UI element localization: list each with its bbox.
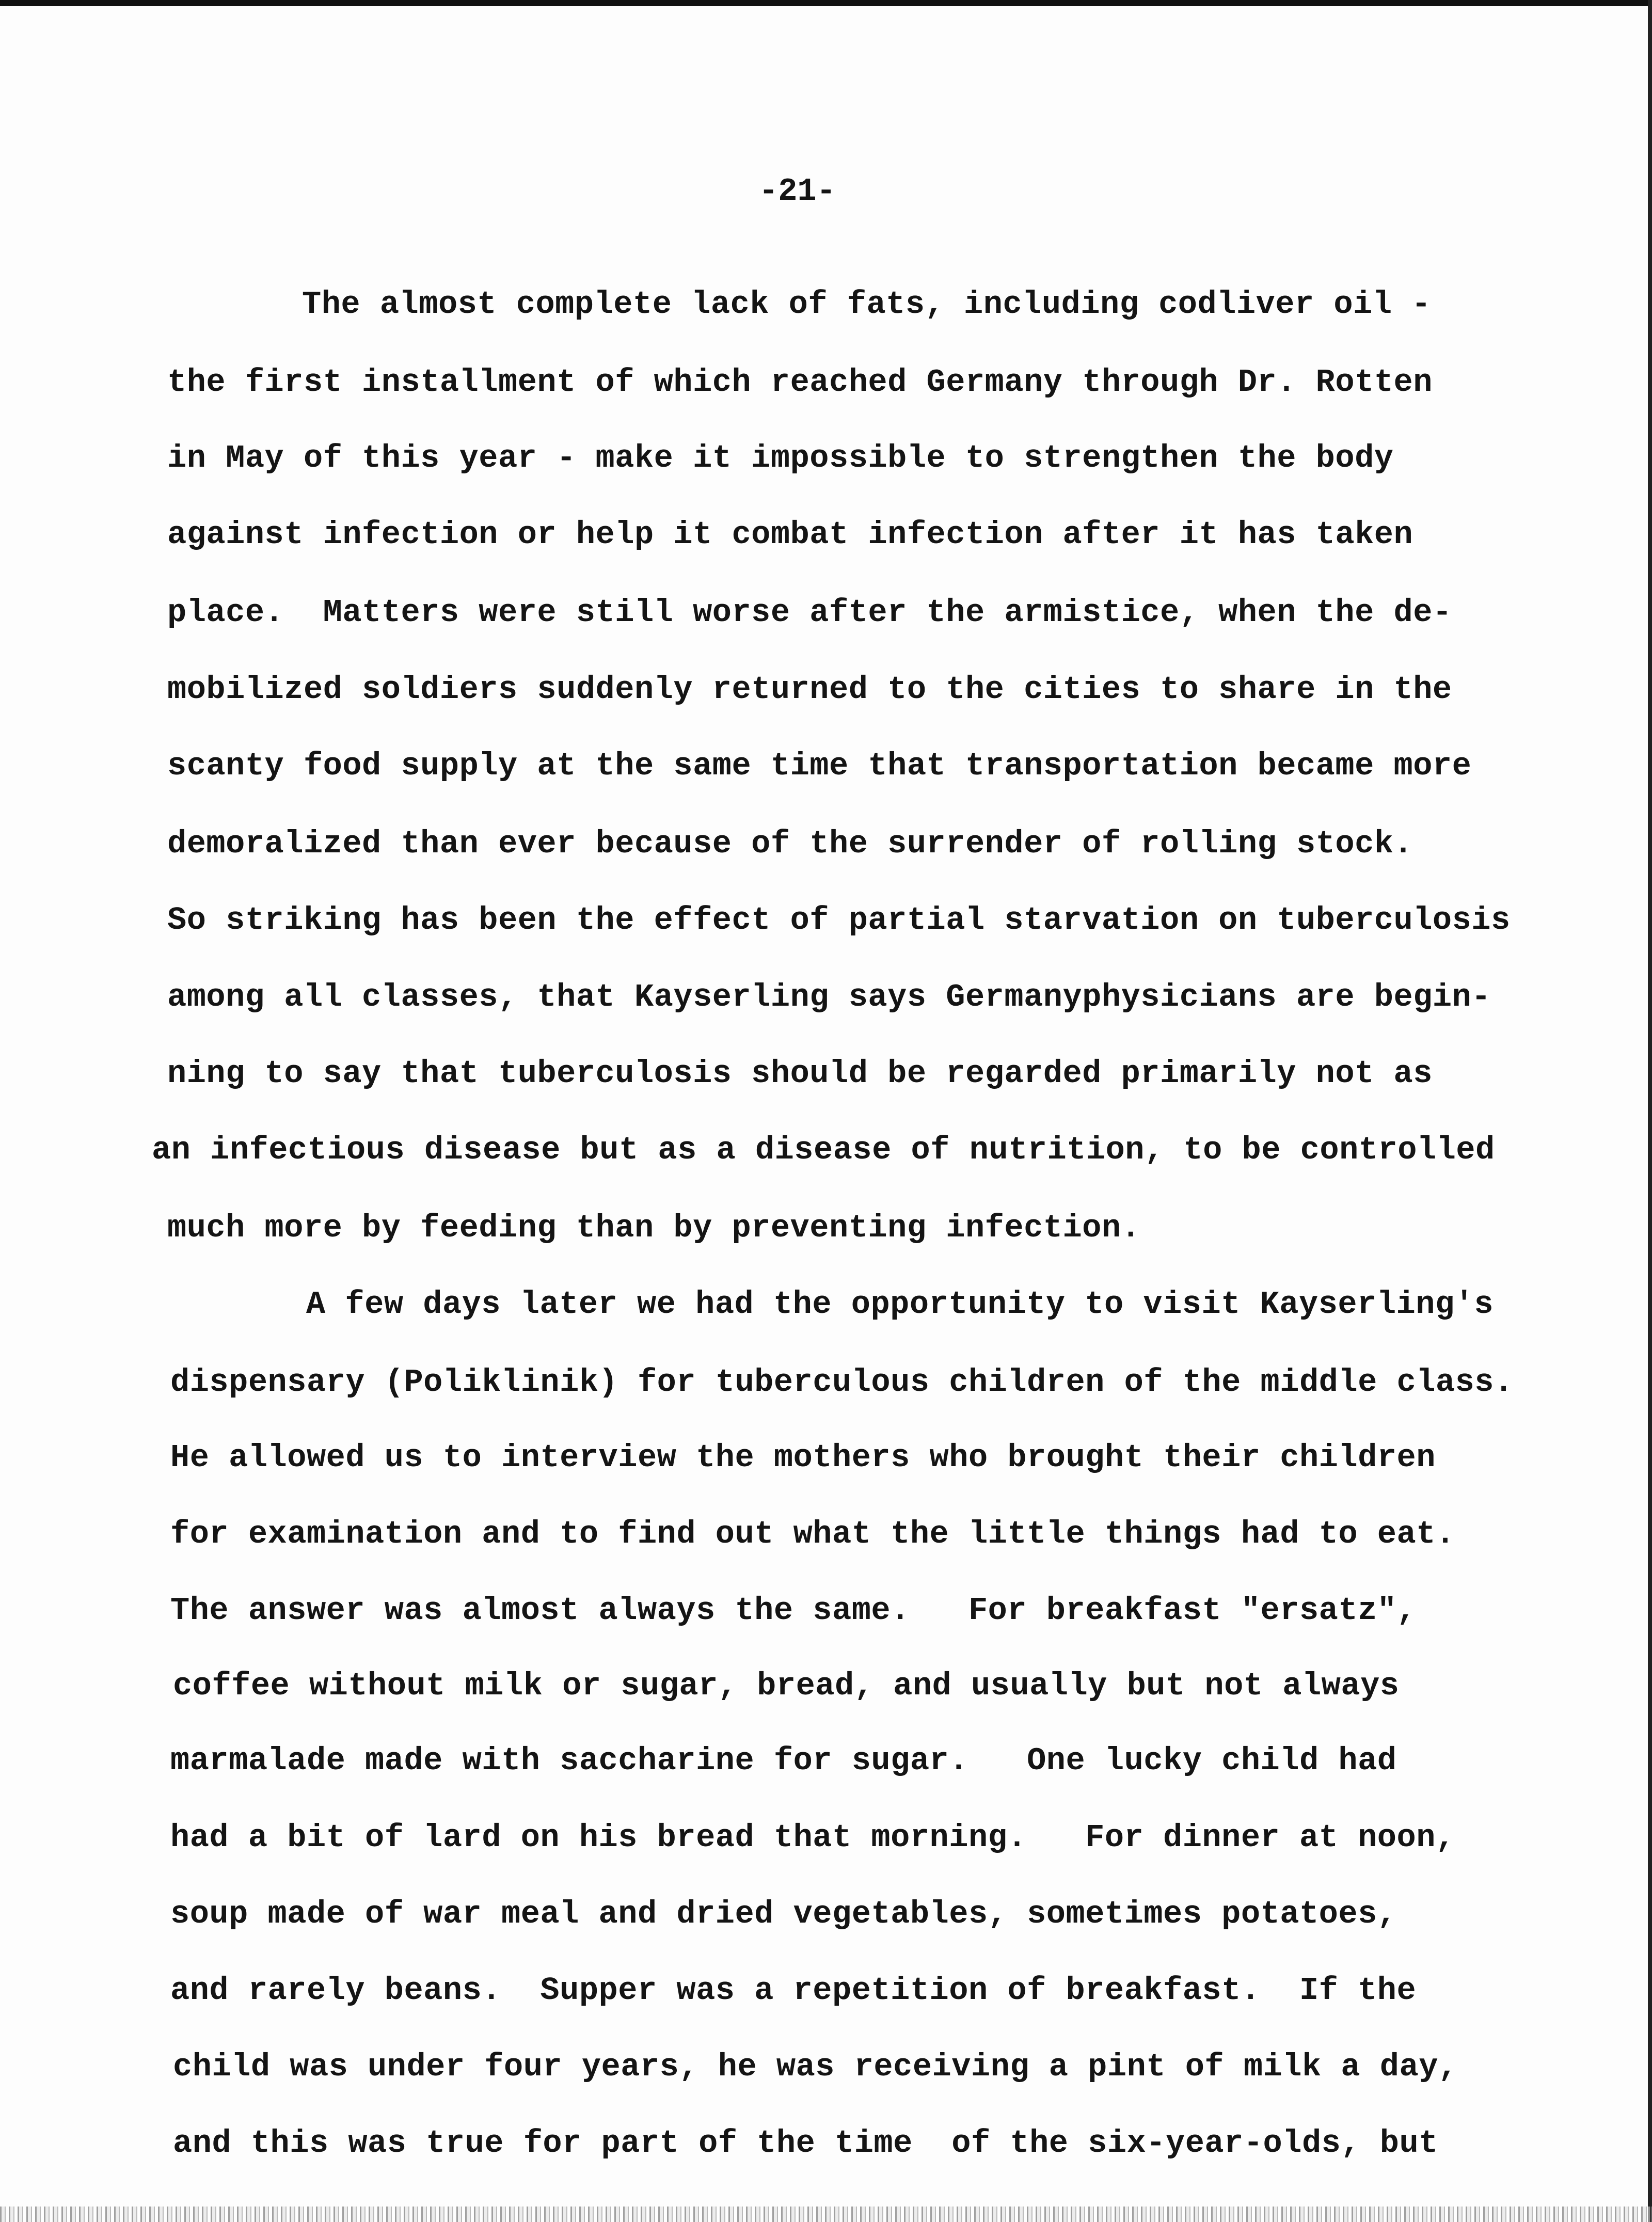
text-line: coffee without milk or sugar, bread, and usually but not always — [173, 1668, 1400, 1704]
text-line: and this was true for part of the time of the six-year-olds, but — [173, 2125, 1438, 2162]
text-line: ning to say that tuberculosis should be regarded primarily not as — [167, 1055, 1433, 1092]
scan-noise-bottom — [0, 2207, 1652, 2222]
scan-border-right — [1648, 0, 1652, 2222]
text-line: A few days later we had the opportunity to visit Kayserling's — [306, 1286, 1494, 1323]
page-number: -21- — [759, 173, 836, 210]
text-line: had a bit of lard on his bread that morning. For dinner at noon, — [170, 1819, 1455, 1856]
text-line: dispensary (Poliklinik) for tuberculous children of the middle class. — [170, 1364, 1514, 1401]
text-line: place. Matters were still worse after the armistice, when the de- — [167, 594, 1452, 631]
text-line: So striking has been the effect of partial starvation on tuberculosis — [167, 902, 1511, 939]
text-line: demoralized than ever because of the surrender of rolling stock. — [167, 826, 1413, 862]
text-line: among all classes, that Kayserling says Germanyphysicians are begin- — [167, 979, 1491, 1015]
text-line: the first installment of which reached Germany through Dr. Rotten — [167, 364, 1433, 401]
text-line: child was under four years, he was receiving a pint of milk a day, — [173, 2049, 1458, 2085]
text-line: against infection or help it combat infection after it has taken — [167, 516, 1413, 553]
scan-border-top — [0, 0, 1652, 6]
text-line: for examination and to find out what the little things had to eat. — [170, 1516, 1455, 1552]
text-line: mobilized soldiers suddenly returned to the cities to share in the — [167, 671, 1452, 708]
text-line: He allowed us to interview the mothers who brought their children — [170, 1439, 1436, 1476]
text-line: an infectious disease but as a disease of nutrition, to be controlled — [152, 1132, 1495, 1168]
text-line: much more by feeding than by preventing infection. — [167, 1210, 1141, 1246]
text-line: The answer was almost always the same. For breakfast "ersatz", — [170, 1592, 1417, 1629]
text-line: marmalade made with saccharine for sugar. One lucky child had — [170, 1742, 1397, 1779]
text-line: scanty food supply at the same time that transportation became more — [167, 748, 1472, 784]
text-line: and rarely beans. Supper was a repetition of breakfast. If the — [170, 1972, 1417, 2009]
text-line: The almost complete lack of fats, including codliver oil - — [302, 286, 1431, 323]
text-line: soup made of war meal and dried vegetables, sometimes potatoes, — [170, 1896, 1397, 1932]
text-line: in May of this year - make it impossible to strengthen the body — [167, 440, 1394, 477]
